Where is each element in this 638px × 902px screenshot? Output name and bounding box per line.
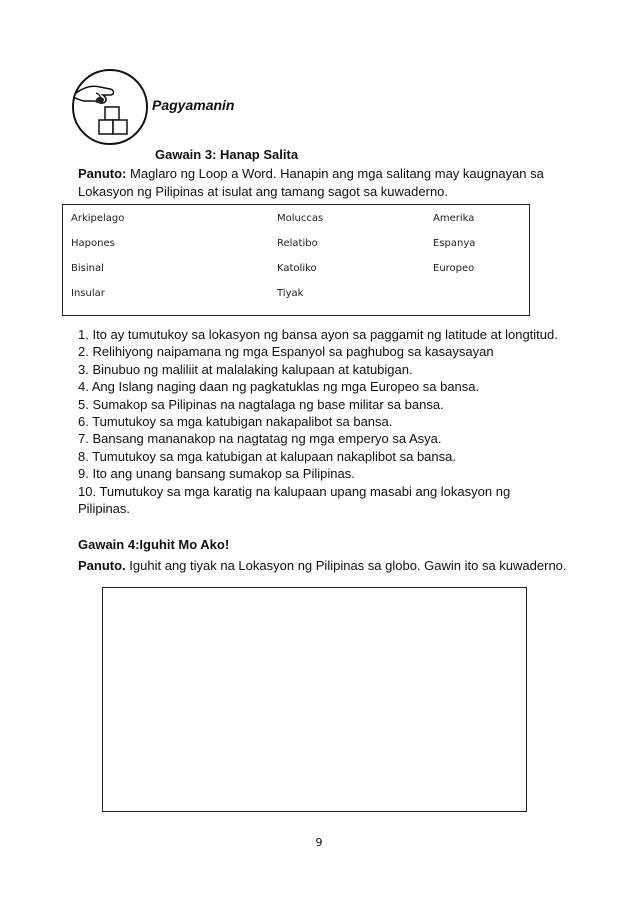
section-title: Pagyamanin [152, 97, 235, 113]
question-item: 3. Binubuo ng maliliit at malalaking kalupaan at katubigan. [78, 361, 413, 377]
instruction-label: Panuto: [78, 166, 127, 181]
word-bank-box [62, 204, 530, 316]
word-bank-item: Hapones [71, 238, 115, 249]
question-item: 4. Ang Islang naging daan ng pagkatuklas ng mga Europeo sa bansa. [78, 379, 480, 395]
word-bank-item: Moluccas [277, 213, 324, 224]
instruction-label: Panuto. [78, 558, 126, 573]
word-bank-item: Arkipelago [71, 213, 125, 224]
question-item: 9. Ito ang unang bansang sumakop sa Pilipinas. [78, 466, 355, 482]
page-number: 9 [315, 836, 323, 849]
question-item: 7. Bansang mananakop na nagtatag ng mga emperyo sa Asya. [78, 431, 442, 447]
word-bank-item: Tiyak [277, 288, 304, 299]
hand-blocks-icon [70, 67, 150, 147]
question-item: 10. Tumutukoy sa mga karatig na kalupaan upang masabi ang lokasyon ng Pilipinas. [78, 483, 511, 517]
question-item: 6. Tumutukoy sa mga katubigan nakapalibot sa bansa. [78, 414, 393, 430]
instruction-text: Maglaro ng Loop a Word. Hanapin ang mga salitang may kaugnayan sa Lokasyon ng Pilipinas at isulat ang tamang sagot sa kuwaderno. [78, 166, 544, 199]
word-bank-item: Espanya [433, 238, 476, 249]
question-item: 2. Relihiyong naipamana ng mga Espanyol sa paghubog sa kasaysayan [78, 344, 494, 360]
word-bank-item: Europeo [433, 263, 475, 274]
question-item: 8. Tumutukoy sa mga katubigan at kalupaan nakaplibot sa bansa. [78, 448, 456, 464]
drawing-box [102, 587, 527, 812]
activity4-title: Gawain 4:Iguhit Mo Ako! [78, 537, 230, 552]
word-bank-item: Bisinal [71, 263, 104, 274]
activity3-instruction [78, 165, 568, 201]
question-item: 1. Ito ay tumutukoy sa lokasyon ng bansa ayon sa paggamit ng latitude at longtitud. [78, 327, 558, 342]
word-bank-item: Relatibo [277, 238, 318, 249]
word-bank-item: Insular [71, 288, 105, 299]
instruction-text: Iguhit ang tiyak na Lokasyon ng Pilipinas sa globo. Gawin ito sa kuwaderno. [129, 558, 567, 573]
word-bank-item: Katoliko [277, 263, 317, 274]
activity3-title: Gawain 3: Hanap Salita [155, 147, 299, 162]
question-list [78, 326, 578, 517]
activity4-instruction [78, 558, 567, 573]
word-bank-item: Amerika [433, 213, 475, 224]
question-item: 5. Sumakop sa Pilipinas na nagtalaga ng base militar sa bansa. [78, 396, 444, 412]
